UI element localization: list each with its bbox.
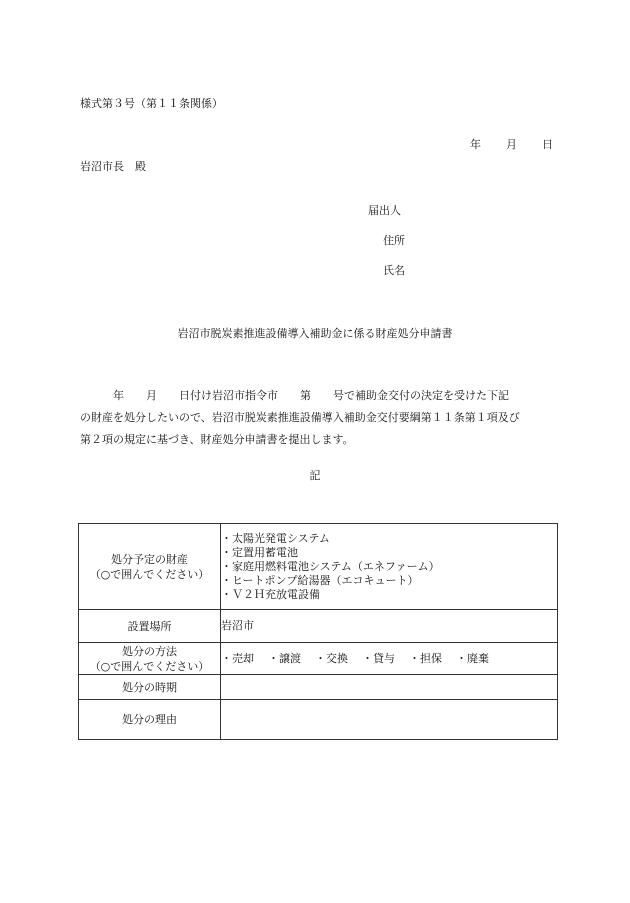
timing-label: 処分の時期 <box>79 675 221 700</box>
method-option[interactable]: ・譲渡 <box>268 651 301 665</box>
date-line <box>470 138 553 152</box>
body-text <box>80 385 560 451</box>
date-day-label: 日 <box>542 138 553 151</box>
filer-label: 届出人 <box>368 204 401 217</box>
table-row <box>79 675 558 700</box>
body-line-3: 第２項の規定に基づき、財産処分申請書を提出します。 <box>80 433 354 446</box>
property-option[interactable]: ・家庭用燃料電池システム（エネファーム） <box>221 559 440 573</box>
addressee: 岩沼市長 殿 <box>80 160 146 173</box>
property-option[interactable]: ・Ｖ２Ｈ充放電設備 <box>221 587 320 601</box>
property-label-cell <box>79 524 221 610</box>
method-options-cell[interactable] <box>221 643 558 675</box>
table-row <box>79 643 558 675</box>
body-line-1: 年 月 日付け岩沼市指令市 第 号で補助金交付の決定を受けた下記 <box>80 389 509 402</box>
address-label: 住所 <box>383 234 405 247</box>
method-label-cell <box>79 643 221 675</box>
timing-value[interactable] <box>221 675 558 700</box>
property-options-cell[interactable] <box>221 524 558 610</box>
table-row <box>79 700 558 740</box>
method-option[interactable]: ・売却 <box>221 651 254 665</box>
document-title: 岩沼市脱炭素推進設備導入補助金に係る財産処分申請書 <box>177 327 453 340</box>
method-option[interactable]: ・担保 <box>409 651 442 665</box>
property-option[interactable]: ・太陽光発電システム <box>221 531 330 545</box>
property-disposal-table <box>78 523 558 740</box>
reason-value[interactable] <box>221 700 558 740</box>
date-month-label: 月 <box>506 138 517 151</box>
property-label: 処分予定の財産 <box>111 552 188 566</box>
form-number: 様式第３号（第１１条関係） <box>80 97 223 110</box>
location-label: 設置場所 <box>79 610 221 643</box>
date-year-label: 年 <box>470 138 481 151</box>
property-option[interactable]: ・定置用蓄電池 <box>221 545 298 559</box>
ki-heading: 記 <box>309 469 321 482</box>
method-label-note: （○で囲んでください） <box>89 659 210 673</box>
method-option[interactable]: ・廃棄 <box>456 651 489 665</box>
method-option[interactable]: ・貸与 <box>362 651 395 665</box>
reason-label: 処分の理由 <box>79 700 221 740</box>
method-label: 処分の方法 <box>122 644 177 658</box>
method-option[interactable]: ・交換 <box>315 651 348 665</box>
table-row <box>79 610 558 643</box>
property-label-note: （○で囲んでください） <box>89 567 210 581</box>
body-line-2: の財産を処分したいので、岩沼市脱炭素推進設備導入補助金交付要綱第１１条第１項及び <box>80 411 520 424</box>
location-value[interactable]: 岩沼市 <box>221 610 558 643</box>
property-option[interactable]: ・ヒートポンプ給湯器（エコキュート） <box>221 573 419 587</box>
table-row <box>79 524 558 610</box>
name-label: 氏名 <box>383 264 405 277</box>
